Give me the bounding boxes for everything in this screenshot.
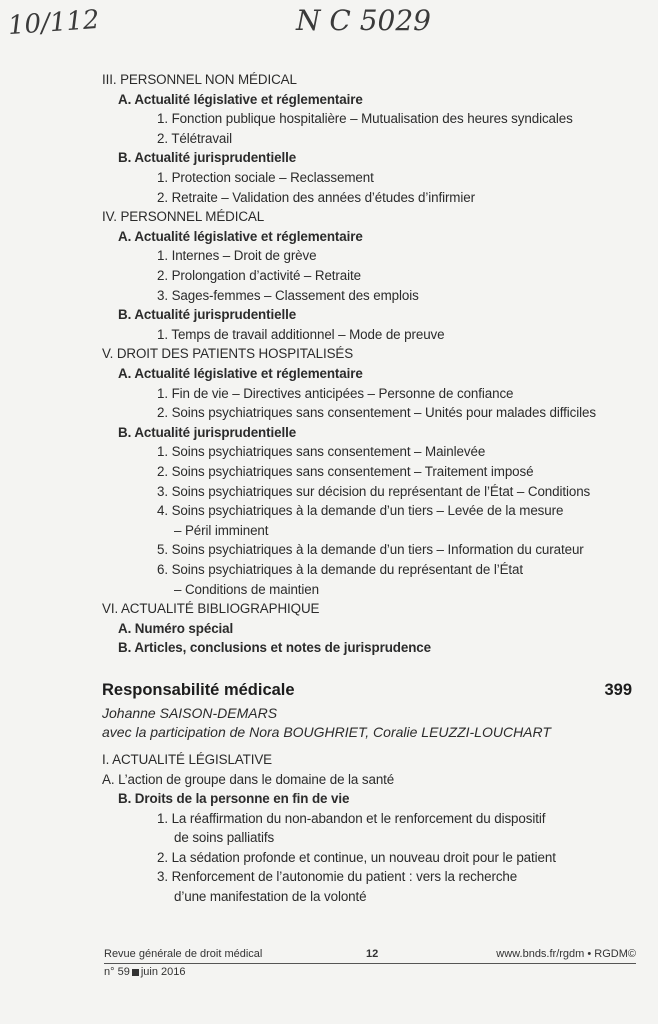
section-author: Johanne SAISON-DEMARS [102,705,278,721]
toc-entry: A. L’action de groupe dans le domaine de la santé [102,771,395,787]
toc-entry: V. DROIT DES PATIENTS HOSPITALISÉS [102,346,354,362]
toc-entry: VI. ACTUALITÉ BIBLIOGRAPHIQUE [102,601,320,617]
footer-issue-number: n° 59 [104,966,130,978]
toc-entry: B. Articles, conclusions et notes de jurisprudence [118,640,431,656]
footer-page-number: 12 [366,948,379,960]
toc-entry: 1. Protection sociale – Reclassement [157,170,374,185]
toc-entry: 4. Soins psychiatriques à la demande d’un tiers – Levée de la mesure [157,503,564,519]
toc-entry: III. PERSONNEL NON MÉDICAL [102,72,297,87]
handwritten-note-center: N C 5029 [296,4,431,37]
toc-entry: B. Actualité jurisprudentielle [118,424,297,440]
toc-entry: I. ACTUALITÉ LÉGISLATIVE [102,752,272,767]
toc-entry: 3. Renforcement de l’autonomie du patient : vers la recherche [157,869,518,884]
toc-entry: 2. Retraite – Validation des années d’études d’infirmier [157,189,475,205]
toc-entry: 2. Soins psychiatriques sans consentement – Unités pour malades difficiles [157,405,596,421]
toc-entry: 1. La réaffirmation du non-abandon et le renforcement du dispositif [157,810,546,826]
toc-entry: 1. Internes – Droit de grève [157,248,317,264]
section-page-number: 399 [604,681,632,699]
footer-issue [104,966,185,978]
toc-entry: B. Droits de la personne en fin de vie [118,791,350,806]
toc-entry: 6. Soins psychiatriques à la demande du représentant de l’État [157,562,523,577]
handwritten-note-left: 10/112 [7,4,101,42]
toc-entry: B. Actualité jurisprudentielle [118,307,297,323]
footer-website: www.bnds.fr/rgdm • RGDM© [496,948,636,960]
toc-entry: 2. La sédation profonde et continue, un nouveau droit pour le patient [157,849,556,865]
toc-entry: A. Actualité législative et réglementaire [118,91,363,107]
toc-entry: – Conditions de maintien [174,581,319,597]
toc-entry: d’une manifestation de la volonté [174,888,367,904]
toc-entry: – Péril imminent [174,522,269,538]
toc-entry: 3. Soins psychiatriques sur décision du représentant de l’État – Conditions [157,483,591,499]
footer-divider [104,963,636,964]
toc-entry: B. Actualité jurisprudentielle [118,150,297,166]
toc-entry: 1. Temps de travail additionnel – Mode de preuve [157,326,445,342]
toc-entry: 1. Fin de vie – Directives anticipées – Personne de confiance [157,385,514,401]
toc-entry: 1. Soins psychiatriques sans consentement – Mainlevée [157,444,486,460]
section-participation: avec la participation de Nora BOUGHRIET, Coralie LEUZZI-LOUCHART [102,724,551,740]
toc-entry: IV. PERSONNEL MÉDICAL [102,209,265,225]
section-title: Responsabilité médicale [102,681,295,699]
toc-entry: A. Actualité législative et réglementaire [118,228,363,244]
toc-entry: 1. Fonction publique hospitalière – Mutualisation des heures syndicales [157,111,573,127]
toc-entry: 5. Soins psychiatriques à la demande d’un tiers – Information du curateur [157,542,584,558]
toc-entry: A. Numéro spécial [118,620,234,636]
toc-entry: 2. Prolongation d’activité – Retraite [157,268,361,283]
footer-journal-name: Revue générale de droit médical [104,948,263,960]
toc-entry: 3. Sages-femmes – Classement des emplois [157,287,419,303]
toc-entry: A. Actualité législative et réglementaire [118,366,363,381]
toc-entry: de soins palliatifs [174,830,275,845]
toc-entry: 2. Soins psychiatriques sans consentement – Traitement imposé [157,464,534,479]
square-bullet-icon [132,969,139,976]
toc-entry: 2. Télétravail [157,130,233,146]
footer-issue-date: juin 2016 [140,966,186,978]
